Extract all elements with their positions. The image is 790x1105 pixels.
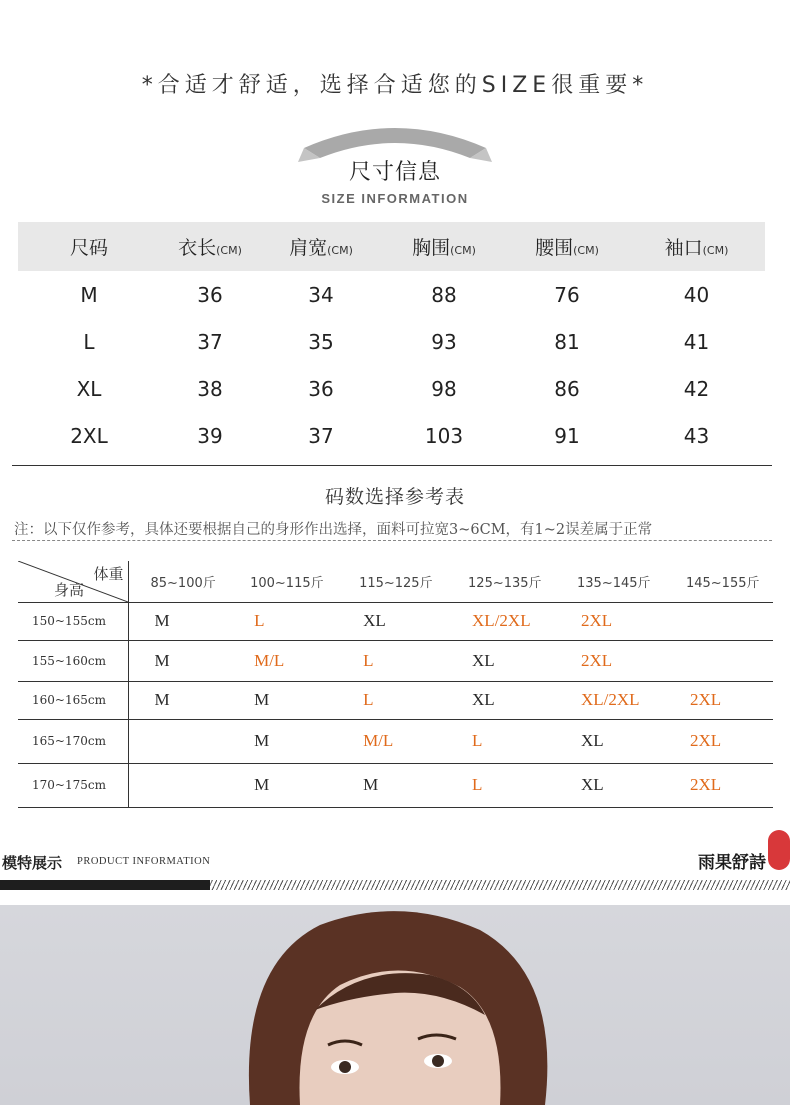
weight-range-header: 145~155斤 bbox=[685, 575, 760, 591]
size-reference-table bbox=[18, 561, 773, 808]
brand-seal bbox=[768, 830, 790, 870]
reference-note: 注：以下仅作参考，具体还要根据自己的身形作出选择，面料可拉宽3~6CM，有1~2误差属于正常 bbox=[14, 522, 653, 538]
recommended-size-cell bbox=[128, 763, 228, 807]
measurement-cell: 103 bbox=[424, 423, 464, 448]
reference-row bbox=[18, 640, 773, 681]
reference-header-row bbox=[18, 561, 773, 602]
height-range-cell: 155~160cm bbox=[18, 640, 128, 681]
recommended-size-cell: L bbox=[254, 611, 265, 630]
size-table-header bbox=[18, 222, 765, 271]
header-label: 衣长 bbox=[178, 237, 217, 259]
corner-weight-label: 体重 bbox=[93, 565, 124, 583]
model-section-subtitle: PRODUCT INFORMATION bbox=[77, 856, 211, 867]
size-label-cell: M bbox=[80, 282, 98, 307]
measurement-cell: 98 bbox=[431, 376, 457, 401]
weight-range-header: 100~115斤 bbox=[250, 575, 324, 591]
measurement-cell: 81 bbox=[554, 329, 580, 354]
size-table-row bbox=[18, 318, 765, 365]
note-underline bbox=[12, 540, 772, 541]
measurement-cell: 38 bbox=[197, 376, 223, 401]
recommended-size-cell: XL/2XL bbox=[472, 611, 531, 630]
reference-title: 码数选择参考表 bbox=[324, 486, 465, 508]
measurement-cell: 43 bbox=[683, 423, 710, 448]
header-label: 袖口 bbox=[664, 237, 703, 259]
measurement-cell: 35 bbox=[308, 329, 334, 354]
recommended-size-cell: L bbox=[472, 731, 483, 750]
recommended-size-cell: 2XL bbox=[689, 731, 722, 750]
recommended-size-cell: M/L bbox=[363, 731, 394, 750]
recommended-size-cell: M bbox=[154, 650, 170, 670]
recommended-size-cell bbox=[664, 640, 773, 681]
header-unit: (CM) bbox=[702, 244, 729, 257]
brand-name: 雨果舒詩 bbox=[698, 853, 766, 873]
recommended-size-cell: 2XL bbox=[689, 775, 722, 794]
height-range-cell: 170~175cm bbox=[18, 763, 128, 807]
model-illustration bbox=[0, 905, 790, 1105]
recommended-size-cell: M/L bbox=[254, 650, 285, 670]
measurement-cell: 36 bbox=[197, 282, 223, 307]
recommended-size-cell: M bbox=[254, 690, 270, 709]
recommended-size-cell: M bbox=[363, 775, 379, 794]
size-label-cell: XL bbox=[76, 376, 102, 401]
measurement-cell: 36 bbox=[308, 376, 334, 401]
weight-range-header: 115~125斤 bbox=[359, 575, 433, 591]
reference-row bbox=[18, 681, 773, 719]
header-cell bbox=[506, 233, 628, 260]
size-table-row bbox=[18, 365, 765, 412]
measurement-cell: 40 bbox=[683, 282, 710, 307]
size-table-row bbox=[18, 271, 765, 318]
recommended-size-cell: 2XL bbox=[581, 650, 613, 670]
recommended-size-cell: M bbox=[254, 731, 270, 750]
model-section-title: 模特展示 bbox=[2, 854, 63, 872]
recommended-size-cell: 2XL bbox=[581, 611, 613, 630]
weight-range-header: 135~145斤 bbox=[577, 575, 651, 591]
recommended-size-cell: L bbox=[363, 690, 374, 709]
stripe-bar bbox=[0, 880, 210, 890]
recommended-size-cell: 2XL bbox=[689, 690, 722, 709]
section-subtitle: SIZE INFORMATION bbox=[321, 191, 469, 206]
height-range-cell: 160~165cm bbox=[18, 681, 128, 719]
header-unit: (CM) bbox=[573, 244, 599, 257]
recommended-size-cell: M bbox=[154, 690, 170, 709]
corner-height-label: 身高 bbox=[54, 580, 85, 599]
recommended-size-cell: M bbox=[254, 775, 270, 794]
header-unit: (CM) bbox=[450, 244, 476, 257]
size-table-row bbox=[18, 412, 765, 459]
weight-range-header: 125~135斤 bbox=[468, 575, 542, 591]
section-title: 尺寸信息 bbox=[348, 160, 441, 185]
header-label: 腰围 bbox=[535, 237, 574, 259]
tagline: *合适才舒适，选择合适您的SIZE很重要* bbox=[141, 73, 649, 98]
header-cell bbox=[260, 233, 382, 260]
header-label: 尺码 bbox=[69, 237, 108, 259]
header-cell bbox=[18, 233, 160, 260]
header-unit: (CM) bbox=[327, 244, 353, 257]
recommended-size-cell: XL bbox=[581, 775, 604, 794]
height-range-cell: 165~170cm bbox=[18, 719, 128, 763]
divider bbox=[12, 465, 772, 466]
header-unit: (CM) bbox=[216, 244, 242, 257]
measurement-cell: 34 bbox=[308, 282, 334, 307]
recommended-size-cell: XL bbox=[581, 731, 604, 750]
recommended-size-cell bbox=[128, 719, 228, 763]
reference-row bbox=[18, 602, 773, 640]
recommended-size-cell: L bbox=[472, 775, 483, 794]
header-cell bbox=[160, 233, 260, 260]
measurement-cell: 88 bbox=[431, 282, 457, 307]
recommended-size-cell: XL bbox=[472, 690, 495, 709]
weight-range-header: 85~100斤 bbox=[150, 575, 216, 591]
header-cell bbox=[382, 233, 506, 260]
measurement-cell: 76 bbox=[554, 282, 580, 307]
header-label: 肩宽 bbox=[289, 237, 328, 259]
measurement-cell: 41 bbox=[683, 329, 710, 354]
reference-row bbox=[18, 763, 773, 807]
size-label-cell: 2XL bbox=[70, 423, 108, 448]
header-label: 胸围 bbox=[412, 237, 451, 259]
recommended-size-cell: M bbox=[154, 611, 170, 630]
recommended-size-cell: XL/2XL bbox=[581, 690, 640, 709]
size-table bbox=[18, 222, 765, 459]
height-range-cell: 150~155cm bbox=[18, 602, 128, 640]
reference-row bbox=[18, 719, 773, 763]
corner-cell bbox=[18, 561, 128, 602]
measurement-cell: 37 bbox=[197, 329, 223, 354]
size-label-cell: L bbox=[83, 329, 95, 354]
measurement-cell: 93 bbox=[431, 329, 457, 354]
model-photo bbox=[0, 905, 790, 1105]
recommended-size-cell: XL bbox=[472, 650, 495, 670]
measurement-cell: 91 bbox=[554, 423, 580, 448]
measurement-cell: 39 bbox=[197, 423, 223, 448]
measurement-cell: 42 bbox=[683, 376, 710, 401]
recommended-size-cell: L bbox=[363, 650, 374, 670]
header-cell bbox=[628, 233, 765, 260]
recommended-size-cell bbox=[664, 602, 773, 640]
measurement-cell: 86 bbox=[554, 376, 580, 401]
recommended-size-cell: XL bbox=[363, 611, 386, 630]
measurement-cell: 37 bbox=[308, 423, 334, 448]
